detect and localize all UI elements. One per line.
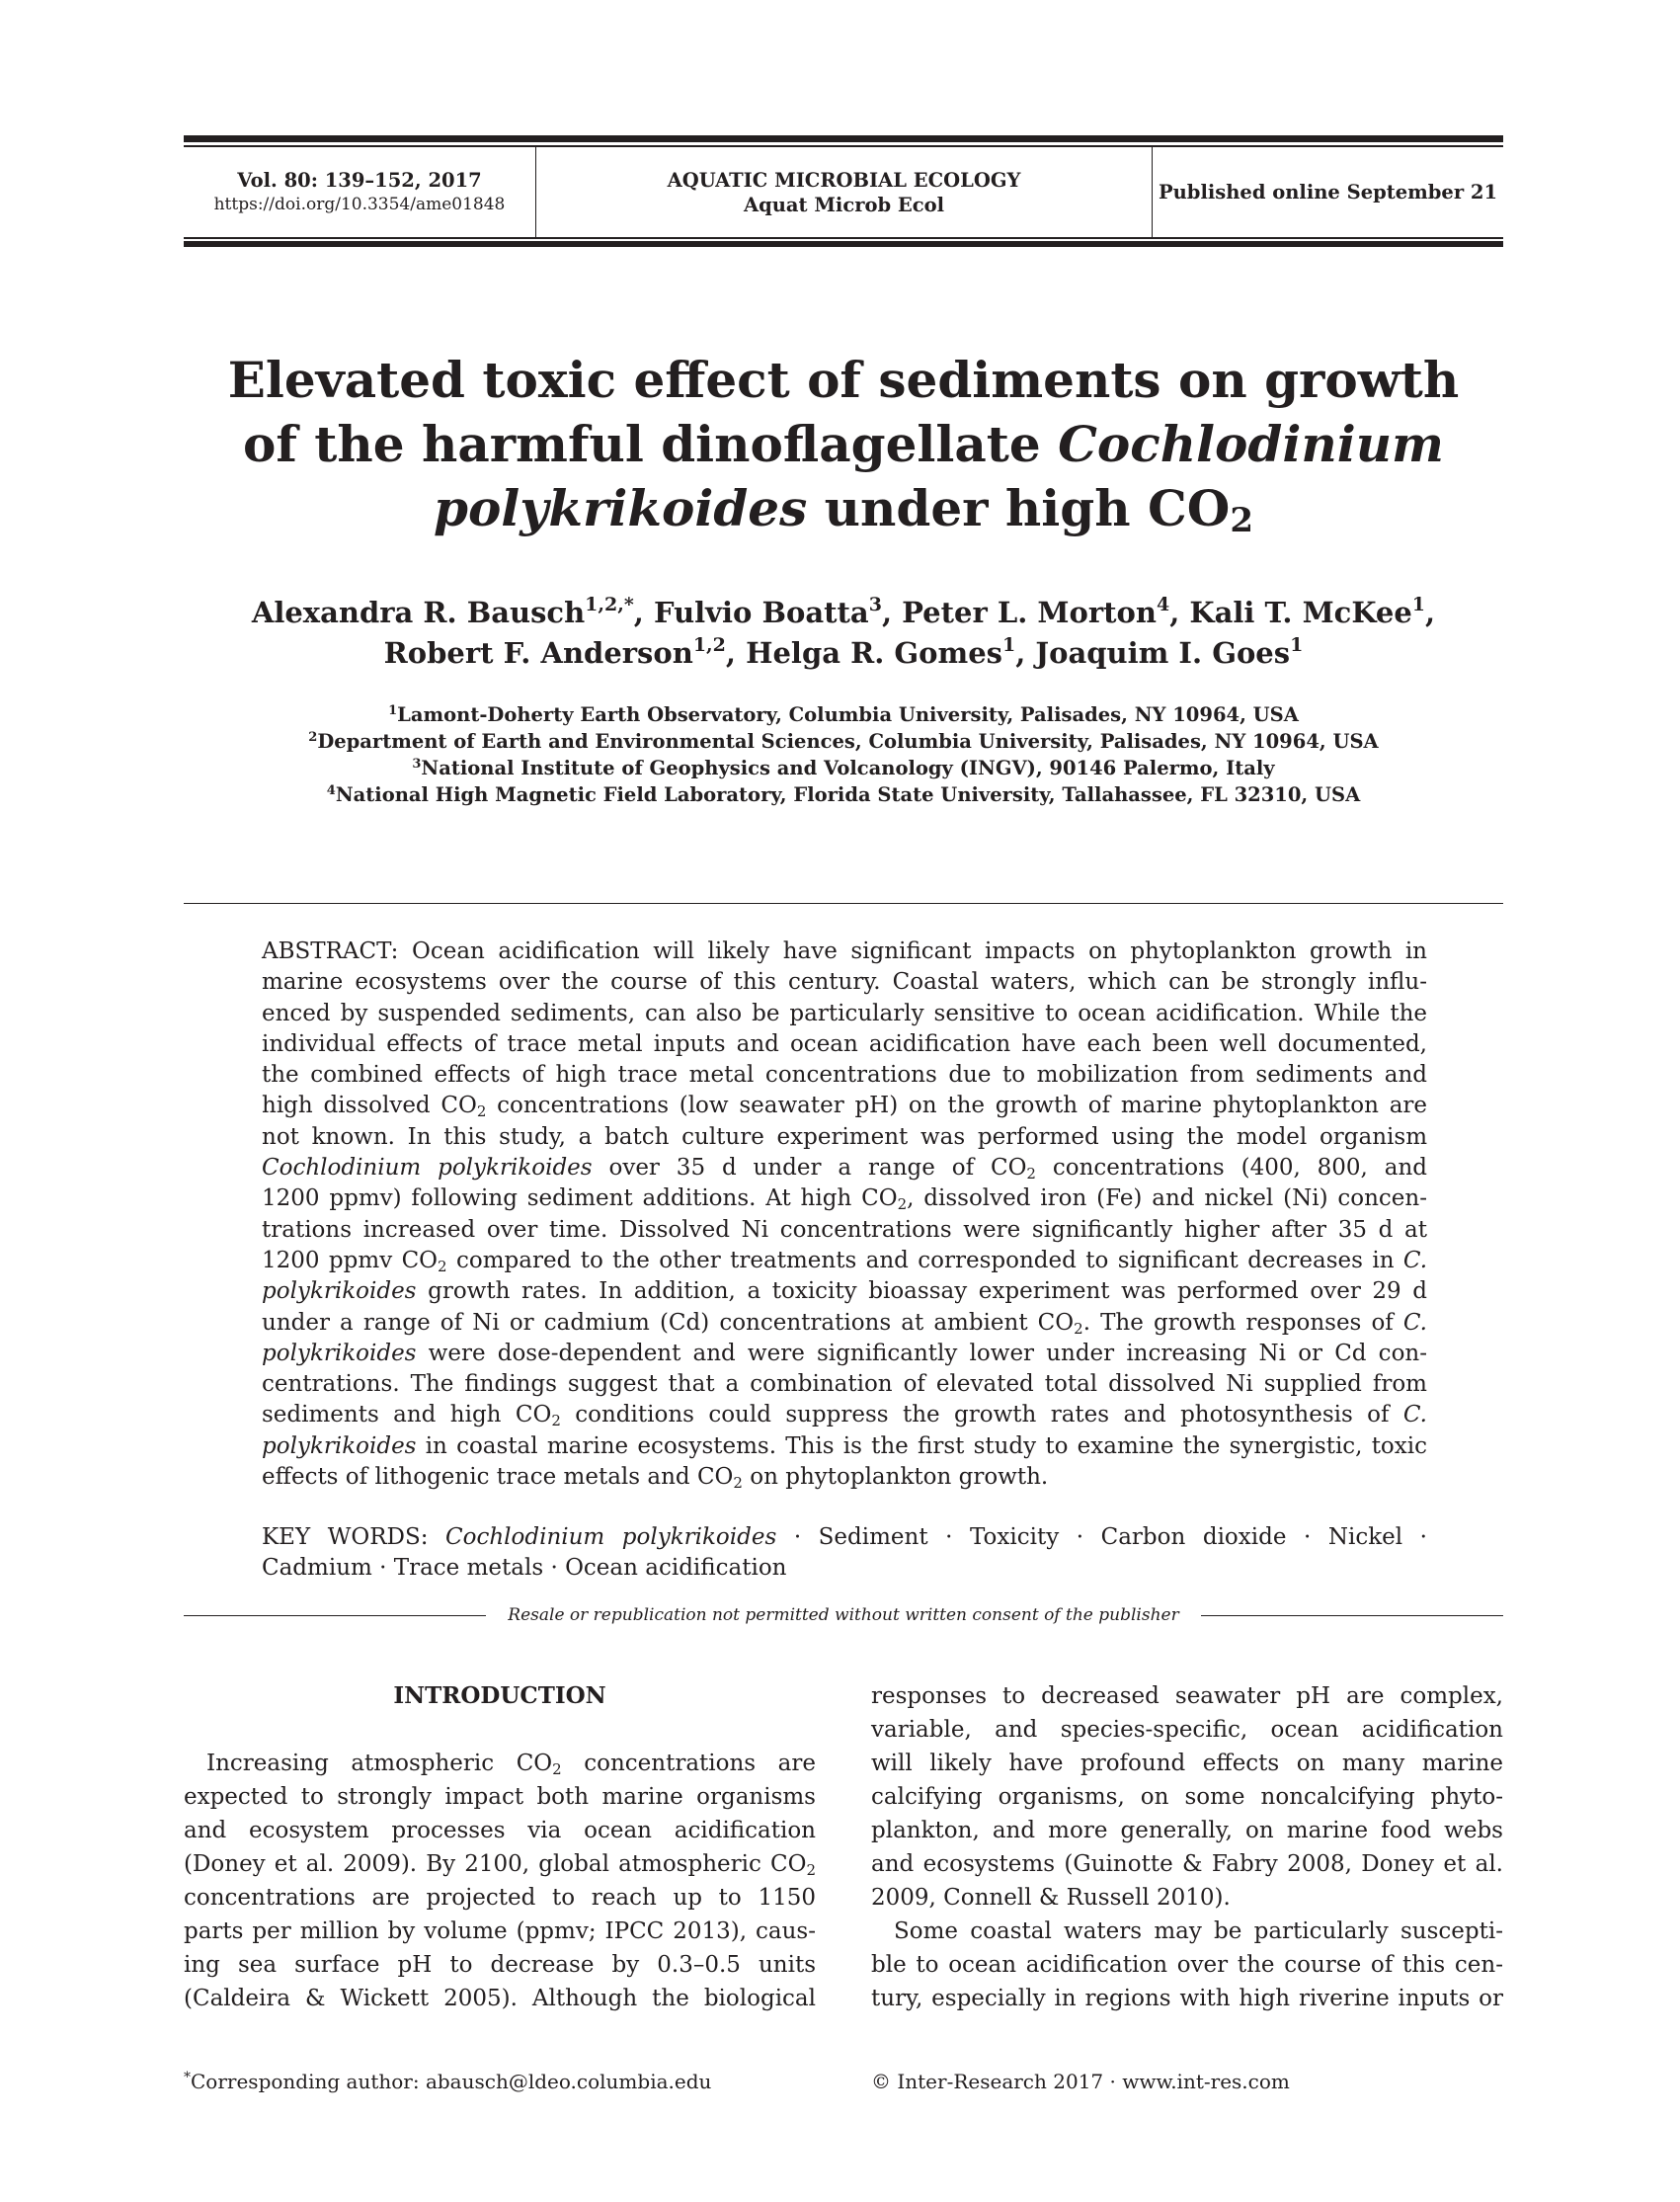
abstract-line: individual effects of trace metal inputs and ocean acidification have each been well documented, bbox=[262, 1030, 1427, 1057]
body-line: tury, especially in regions with high riverine inputs or bbox=[871, 1986, 1503, 2011]
section-heading-introduction: INTRODUCTION bbox=[393, 1682, 606, 1709]
journal-abbrev: Aquat Microb Ecol bbox=[743, 193, 945, 216]
abstract-line: the combined effects of high trace metal concentrations due to mobilization from sediments and bbox=[262, 1062, 1427, 1089]
abstract-line: polykrikoides in coastal marine ecosystems. This is the first study to examine the synergistic, toxic bbox=[262, 1432, 1427, 1459]
body-column-right bbox=[871, 1679, 1503, 2015]
body-line: expected to strongly impact both marine organisms bbox=[184, 1784, 816, 1810]
body-line: and ecosystem processes via ocean acidification bbox=[184, 1818, 816, 1843]
author: Kali T. McKee$^1$, bbox=[1189, 594, 1436, 629]
abstract-line: centrations. The findings suggest that a combination of elevated total dissolved Ni supplied from bbox=[262, 1371, 1427, 1398]
author-line-2 bbox=[184, 633, 1503, 674]
abstract-line: ABSTRACT: Ocean acidification will likely have significant impacts on phytoplankton growth in bbox=[262, 938, 1427, 964]
author: Peter L. Morton$^4$, bbox=[902, 594, 1190, 629]
title-line-1: Elevated toxic effect of sediments on growth bbox=[227, 351, 1460, 409]
author: Fulvio Boatta$^3$, bbox=[653, 594, 903, 629]
corresponding-author: *Corresponding author: abausch@ldeo.columbia.edu bbox=[184, 2070, 712, 2093]
abstract-line: enced by suspended sediments, can also be particularly sensitive to ocean acidification. While the bbox=[262, 1000, 1427, 1026]
title-species: polykrikoides bbox=[434, 479, 808, 537]
body-line: calcifying organisms, on some noncalcifying phyto- bbox=[871, 1784, 1503, 1810]
author-list bbox=[184, 593, 1503, 674]
body-line: parts per million by volume (ppmv; IPCC 2013), caus- bbox=[184, 1918, 816, 1944]
header-rule-bottom-thin bbox=[184, 237, 1503, 239]
author: Robert F. Anderson$^{1,2}$, bbox=[383, 634, 747, 670]
keywords-line-2: Cadmium · Trace metals · Ocean acidification bbox=[262, 1555, 787, 1582]
title-line-3: polykrikoides under high $CO_2$ bbox=[434, 479, 1253, 540]
keywords-line-1: KEY WORDS: Cochlodinium polykrikoides · Sediment · Toxicity · Carbon dioxide · Nickel · bbox=[262, 1524, 1427, 1550]
abstract-line: under a range of Ni or cadmium (Cd) concentrations at ambient $CO_2$. The growth responses of C. bbox=[262, 1309, 1427, 1338]
keywords bbox=[262, 1522, 1427, 1585]
title-genus: Cochlodinium bbox=[1058, 415, 1444, 473]
body-line: variable, and species-specific, ocean acidification bbox=[871, 1717, 1503, 1743]
abstract-line: Cochlodinium polykrikoides over 35 d under a range of $CO_2$ concentrations (400, 800, and bbox=[262, 1155, 1427, 1183]
body-line: Some coastal waters may be particularly suscepti- bbox=[894, 1918, 1503, 1944]
affiliation: $^1$Lamont-Doherty Earth Observatory, Columbia University, Palisades, NY 10964, USA bbox=[388, 703, 1299, 726]
body-line: (Doney et al. 2009). By 2100, global atmospheric $CO_2$ bbox=[184, 1851, 816, 1879]
abstract-line: polykrikoides growth rates. In addition, a toxicity bioassay experiment was performed over 29 d bbox=[262, 1278, 1427, 1305]
author: Joaquim I. Goes$^1$ bbox=[1035, 634, 1304, 670]
header-rule-bottom bbox=[184, 241, 1503, 247]
paper-title bbox=[184, 348, 1503, 540]
resale-text: Resale or republication not permitted without written consent of the publisher bbox=[508, 1605, 1179, 1625]
abstract-line: polykrikoides were dose-dependent and were significantly lower under increasing Ni or Cd con- bbox=[262, 1340, 1427, 1366]
copyright: © Inter-Research 2017 · www.int-res.com bbox=[871, 2070, 1290, 2093]
body-line: and ecosystems (Guinotte & Fabry 2008, Doney et al. bbox=[871, 1851, 1503, 1877]
body-line: (Caldeira & Wickett 2005). Although the biological bbox=[184, 1986, 816, 2011]
abstract bbox=[262, 937, 1427, 1493]
affiliation: $^4$National High Magnetic Field Laboratory, Florida State University, Tallahassee, FL 32310, USA bbox=[326, 783, 1361, 806]
abstract-line: trations increased over time. Dissolved Ni concentrations were significantly higher after 35 d at bbox=[262, 1216, 1427, 1243]
body-line: concentrations are projected to reach up to 1150 bbox=[184, 1885, 816, 1911]
abstract-line: 1200 ppmv) following sediment additions. At high $CO_2$, dissolved iron (Fe) and nickel (Ni) concen- bbox=[262, 1185, 1427, 1214]
affiliation: $^2$Department of Earth and Environmental Sciences, Columbia University, Palisades, NY 10964, USA bbox=[308, 730, 1379, 753]
body-line: responses to decreased seawater pH are complex, bbox=[871, 1683, 1503, 1709]
doi-link[interactable]: https://doi.org/10.3354/ame01848 bbox=[213, 195, 506, 214]
body-column-left bbox=[184, 1747, 816, 2015]
body-line: ing sea surface pH to decrease by 0.3–0.5 units bbox=[184, 1952, 816, 1978]
published-date: Published online September 21 bbox=[1158, 181, 1498, 204]
header-rule-top bbox=[184, 135, 1503, 142]
abstract-line: marine ecosystems over the course of this century. Coastal waters, which can be strongly influ- bbox=[262, 969, 1427, 996]
abstract-line: sediments and high $CO_2$ conditions could suppress the growth rates and photosynthesis of C. bbox=[262, 1402, 1427, 1430]
abstract-line: 1200 ppmv $CO_2$ compared to the other treatments and corresponded to significant decreases in C. bbox=[262, 1247, 1428, 1275]
affiliations bbox=[184, 701, 1503, 808]
volume-info: Vol. 80: 139–152, 2017 bbox=[237, 169, 482, 192]
body-line: ble to ocean acidification over the course of this cen- bbox=[871, 1952, 1503, 1978]
author-line-1 bbox=[184, 593, 1503, 633]
resale-notice bbox=[184, 1603, 1503, 1627]
affiliation: $^3$National Institute of Geophysics and Volcanology (INGV), 90146 Palermo, Italy bbox=[412, 757, 1275, 779]
body-line: plankton, and more generally, on marine food webs bbox=[871, 1818, 1503, 1843]
header-journal-cell bbox=[536, 147, 1152, 237]
header-published-cell bbox=[1153, 147, 1503, 237]
body-line: Increasing atmospheric $CO_2$ concentrations are bbox=[206, 1751, 816, 1778]
journal-name: AQUATIC MICROBIAL ECOLOGY bbox=[667, 168, 1021, 192]
corresponding-email[interactable]: Corresponding author: abausch@ldeo.columbia.edu bbox=[191, 2070, 712, 2093]
abstract-line: effects of lithogenic trace metals and $CO_2$ on phytoplankton growth. bbox=[262, 1464, 1049, 1493]
abstract-rule bbox=[184, 903, 1503, 904]
body-line: 2009, Connell & Russell 2010). bbox=[871, 1885, 1231, 1911]
abstract-line: not known. In this study, a batch culture experiment was performed using the model organism bbox=[262, 1123, 1427, 1150]
author: Alexandra R. Bausch$^{1,2,*}$, bbox=[251, 594, 654, 629]
title-line-2: of the harmful dinoflagellate Cochlodinium bbox=[243, 415, 1444, 473]
body-line: will likely have profound effects on many marine bbox=[871, 1751, 1503, 1776]
header-volume-cell bbox=[184, 147, 535, 237]
author: Helga R. Gomes$^1$, bbox=[746, 634, 1036, 670]
abstract-line: high dissolved $CO_2$ concentrations (low seawater pH) on the growth of marine phytoplankton are bbox=[262, 1093, 1428, 1121]
